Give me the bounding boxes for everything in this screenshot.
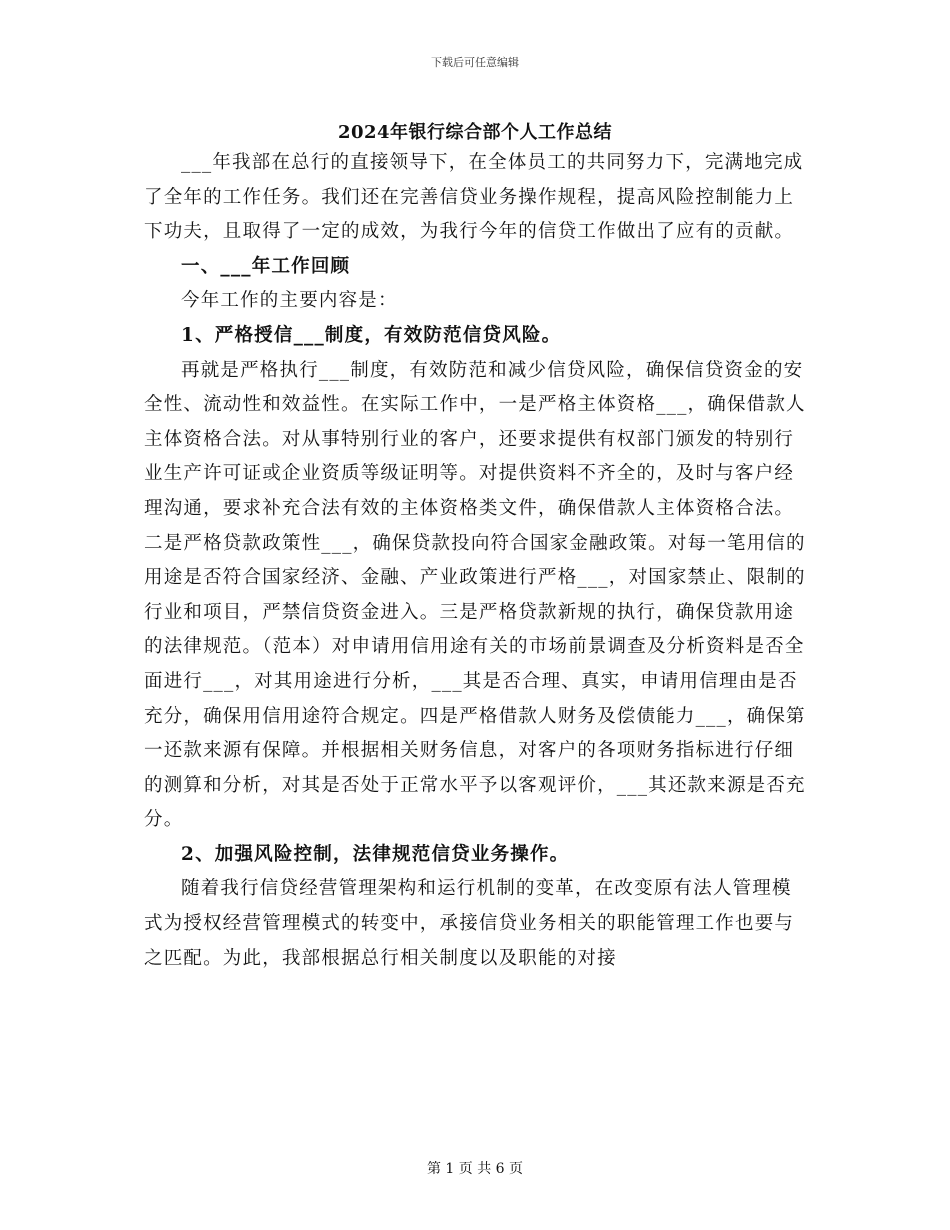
document-body [144, 146, 810, 976]
header-note: 下载后可任意编辑 [431, 56, 519, 69]
intro-paragraph: ___年我部在总行的直接领导下，在全体员工的共同努力下，完满地完成了全年的工作任务。我们还在完善信贷业务操作规程，提高风险控制能力上下功夫，且取得了一定的成效，为我行今年的信贷工作做出了应有的贡献。 [144, 152, 804, 243]
subsection-heading-credit: 1、严格授信___制度，有效防范信贷风险。 [181, 324, 562, 346]
document-title: 2024年银行综合部个人工作总结 [337, 122, 613, 143]
section-heading-review: 一、___年工作回顾 [181, 255, 351, 277]
page-indicator: 第 1 页 共 6 页 [426, 1161, 524, 1177]
credit-paragraph: 再就是严格执行___制度，有效防范和减少信贷风险，确保信贷资金的安全性、流动性和效益性。在实际工作中，一是严格主体资格___，确保借款人主体资格合法。对从事特别行业的客户，还要求提供有权部门颁发的特别行业生产许可证或企业资质等级证明等。对提供资料不齐全的，及时与客户经理沟通，要求补充合法有效的主体资格类文件，确保借款人主体资格合法。二是严格贷款政策性___，确保贷款投向符合国家金融政策。对每一笔用信的用途是否符合国家经济、金融、产业政策进行严格___，对国家禁止、限制的行业和项目，严禁信贷资金进入。三是严格贷款新规的执行，确保贷款用途的法律规范。（范本）对申请用信用途有关的市场前景调查及分析资料是否全面进行___，对其用途进行分析，___其是否合理、真实，申请用信理由是否充分，确保用信用途符合规定。四是严格借款人财务及偿债能力___，确保第一还款来源有保障。并根据相关财务信息，对客户的各项财务指标进行仔细的测算和分析，对其是否处于正常水平予以客观评价，___其还款来源是否充分。 [144, 359, 806, 831]
main-content-intro: 今年工作的主要内容是： [181, 290, 398, 312]
risk-paragraph: 随着我行信贷经营管理架构和运行机制的变革，在改变原有法人管理模式为授权经营管理模式的转变中，承接信贷业务相关的职能管理工作也要与之匹配。为此，我部根据总行相关制度以及职能的对接 [144, 878, 795, 969]
subsection-heading-risk: 2、加强风险控制，法律规范信贷业务操作。 [181, 843, 570, 865]
